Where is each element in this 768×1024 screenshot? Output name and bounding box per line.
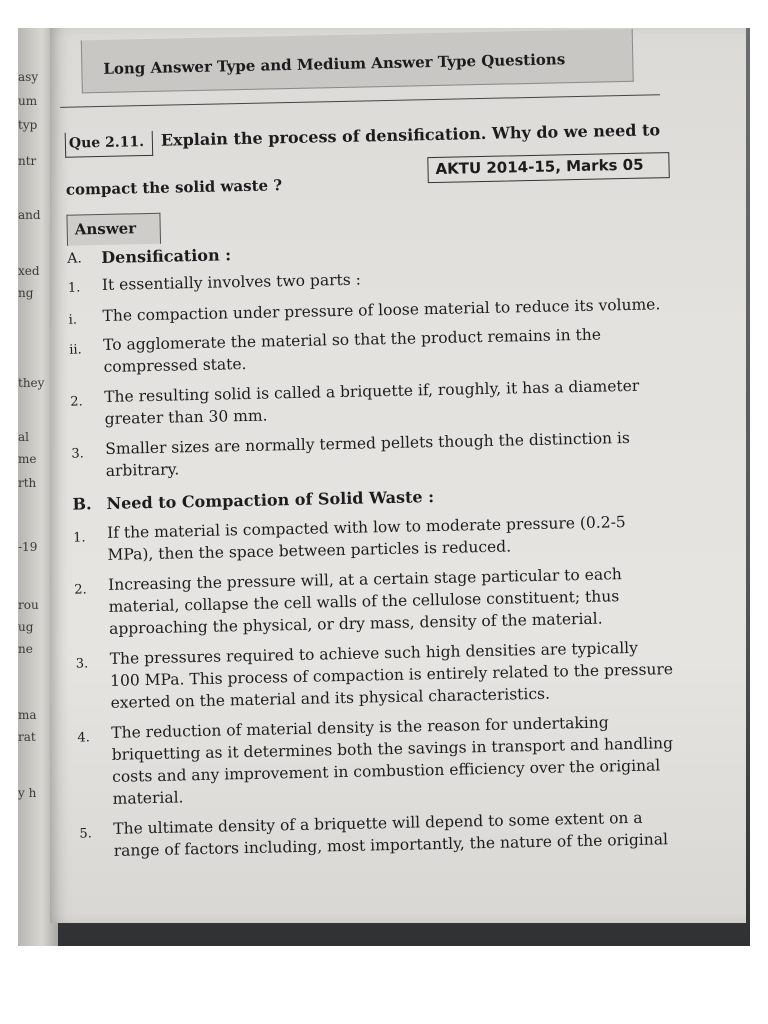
item-number: i. xyxy=(68,312,78,328)
left-margin-fragment: al xyxy=(18,430,29,444)
left-margin-fragment: ntr xyxy=(18,154,37,168)
item-number: 3. xyxy=(71,446,84,462)
left-margin-fragment: rou xyxy=(18,598,39,612)
item-text-line: compressed state. xyxy=(103,354,247,376)
left-margin-fragment: ug xyxy=(18,620,34,634)
left-margin-fragment: me xyxy=(18,452,37,466)
section-a-marker: A. xyxy=(67,250,83,267)
item-text-line: To agglomerate the material so that the product remains in the xyxy=(102,325,602,354)
left-margin-fragment: and xyxy=(18,208,41,222)
item-text-line: greater than 30 mm. xyxy=(104,406,268,428)
left-margin-fragment: xed xyxy=(18,264,40,278)
item-number: 2. xyxy=(74,582,87,598)
item-text-line: It essentially involves two parts : xyxy=(101,270,362,294)
left-margin-fragment: ne xyxy=(18,642,33,656)
left-margin-fragment: they xyxy=(18,376,45,390)
item-text-line: The ultimate density of a briquette will depend to some extent on a xyxy=(113,808,643,838)
item-text-line: Increasing the pressure will, at a certain stage particular to each xyxy=(107,565,622,594)
item-text-line: material, collapse the cell walls of the cellulose constituent; thus xyxy=(108,587,620,616)
item-text-line: costs and any improvement in combustion efficiency over the original xyxy=(112,756,661,786)
item-text-line: approaching the physical, or dry mass, density of the material. xyxy=(108,609,603,638)
item-number: 2. xyxy=(70,394,83,410)
left-margin-fragment: um xyxy=(18,94,38,108)
item-text-line: The pressures required to achieve such high densities are typically xyxy=(109,638,639,668)
item-text-line: The reduction of material density is the reason for undertaking xyxy=(111,713,609,742)
item-number: 4. xyxy=(77,730,90,746)
item-text-line: The compaction under pressure of loose material to reduce its volume. xyxy=(102,295,661,325)
question-label: Que 2.11. xyxy=(68,134,145,152)
question-text-line-2: compact the solid waste ? xyxy=(65,176,283,199)
left-margin-fragment: y h xyxy=(18,786,37,800)
item-text-line: arbitrary. xyxy=(105,460,180,480)
header-divider xyxy=(60,94,660,108)
section-a-title: Densification : xyxy=(101,245,232,267)
item-text-line: exerted on the material and its physical characteristics. xyxy=(110,684,551,712)
item-number: 1. xyxy=(67,280,81,296)
left-margin-fragment: rat xyxy=(18,730,36,744)
item-text-line: Smaller sizes are normally termed pellets though the distinction is xyxy=(105,428,631,458)
page-content xyxy=(41,28,750,930)
item-text-line: If the material is compacted with low to moderate pressure (0.2-5 xyxy=(106,513,626,542)
item-text-line: MPa), then the space between particles is reduced. xyxy=(107,537,512,564)
marks-label: AKTU 2014-15, Marks 05 xyxy=(435,155,644,178)
item-number: ii. xyxy=(69,342,82,358)
item-number: 3. xyxy=(75,656,89,672)
question-text-line-1: Explain the process of densification. Why do we need to xyxy=(160,120,661,150)
left-margin-fragment: rth xyxy=(18,476,37,490)
left-margin-fragment: asy xyxy=(18,70,39,84)
item-text-line: The resulting solid is called a briquette if, roughly, it has a diameter xyxy=(104,376,640,406)
book-page xyxy=(50,28,746,923)
left-margin-fragment: -19 xyxy=(18,540,38,554)
item-text-line: range of factors including, most importantly, the nature of the original xyxy=(113,830,669,860)
answer-label: Answer xyxy=(74,219,137,239)
item-text-line: briquetting as it determines both the savings in transport and handling xyxy=(111,734,674,764)
photo-background xyxy=(18,28,750,946)
item-text-line: 100 MPa. This process of compaction is entirely related to the pressure xyxy=(109,660,674,690)
left-margin-fragment: ng xyxy=(18,286,34,300)
section-b-title: Need to Compaction of Solid Waste : xyxy=(106,487,435,513)
section-b-marker: B. xyxy=(72,494,92,514)
item-number: 5. xyxy=(79,826,92,842)
left-margin-fragment: typ xyxy=(18,118,38,132)
header-title: Long Answer Type and Medium Answer Type Questions xyxy=(103,50,566,78)
item-text-line: material. xyxy=(112,788,184,808)
item-number: 1. xyxy=(73,530,86,546)
left-margin-fragment: ma xyxy=(18,708,37,722)
